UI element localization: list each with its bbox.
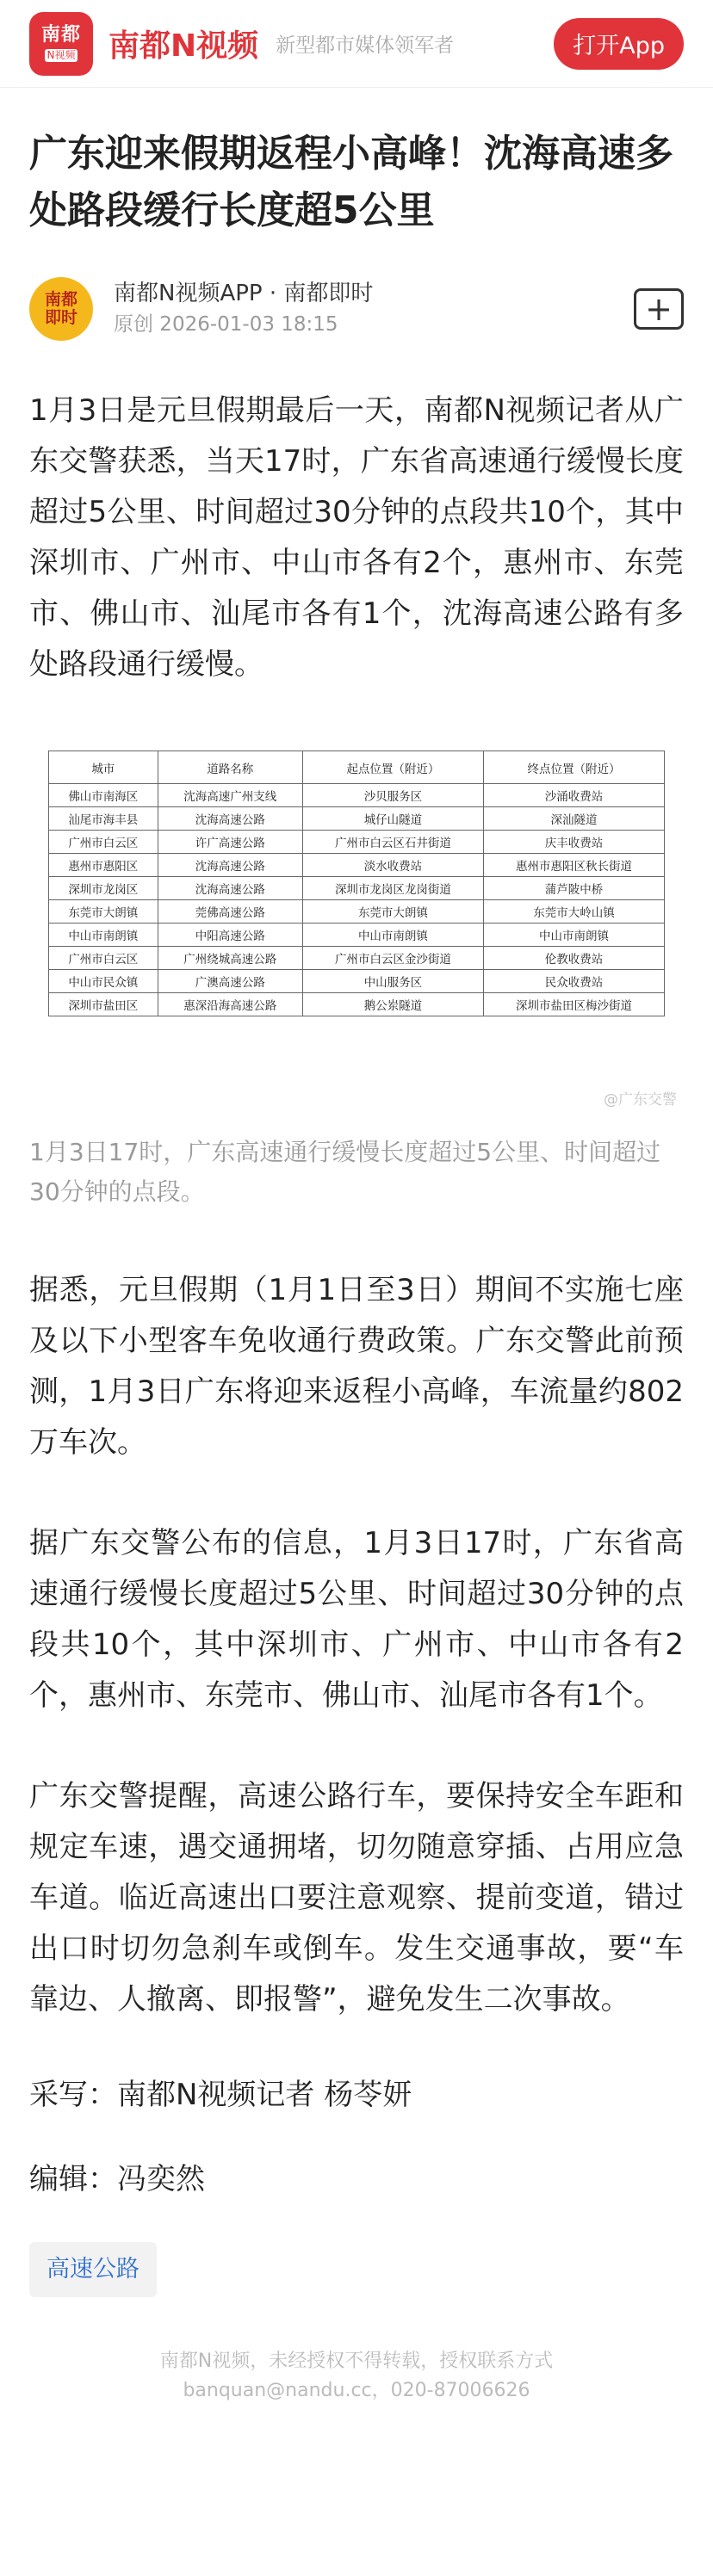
table-header-cell: 城市 <box>49 751 158 784</box>
author-row <box>0 275 713 343</box>
brand-slogan: 新型都市媒体领军者 <box>276 34 455 57</box>
paragraph-2: 据悉，元旦假期（1月1日至3日）期间不实施七座及以下小型客车免收通行费政策。广东交警此前预测，1月3日广东将迎来返程小高峰，车流量约802万车次。 <box>29 1273 684 1460</box>
author-name[interactable]: 南都N视频APP · 南都即时 <box>114 281 374 306</box>
paragraph-3: 据广东交警公布的信息，1月3日17时，广东省高速通行缓慢长度超过5公里、时间超过30分钟的点段共10个，其中深圳市、广州市、中山市各有2个，惠州市、东莞市、佛山市、汕尾市各有1个。 <box>29 1526 684 1713</box>
open-app-button[interactable]: 打开App <box>554 18 684 70</box>
topic-tag[interactable]: 高速公路 <box>29 2242 157 2297</box>
table-cell: 沈海高速公路 <box>158 854 302 877</box>
table-row <box>49 807 665 831</box>
table-cell: 中山市南朗镇 <box>302 924 483 947</box>
avatar-text-1: 南都 <box>44 290 78 309</box>
table-cell: 深圳市盐田区梅沙街道 <box>483 993 664 1016</box>
copyright-line-2: banquan@nandu.cc，020-87006626 <box>183 2380 530 2401</box>
table-cell: 中山服务区 <box>302 970 483 993</box>
copyright-footer <box>0 2347 713 2406</box>
top-bar <box>0 0 713 88</box>
editor-credit: 编辑：冯奕然 <box>29 2162 205 2196</box>
avatar-text-2: 即时 <box>44 308 78 327</box>
follow-plus-button[interactable] <box>634 288 684 330</box>
table-cell: 惠州市惠阳区秋长街道 <box>483 854 664 877</box>
copyright-line-1: 南都N视频，未经授权不得转载，授权联系方式 <box>159 2351 554 2372</box>
table-cell: 中阳高速公路 <box>158 924 302 947</box>
table-row <box>49 900 665 924</box>
traffic-table-image[interactable] <box>48 751 677 1109</box>
paragraph-4: 广东交警提醒，高速公路行车，要保持安全车距和规定车速，遇交通拥堵，切勿随意穿插、占用应急车道。临近高速出口要注意观察、提前变道，错过出口时切勿急刹车或倒车。发生交通事故，要“车靠边、人撤离、即报警”，避免发生二次事故。 <box>29 1779 684 2017</box>
table-cell: 许广高速公路 <box>158 831 302 854</box>
table-row <box>49 924 665 947</box>
table-cell: 佛山市南海区 <box>49 784 158 807</box>
table-cell: 中山市南朗镇 <box>49 924 158 947</box>
table-cell: 沈海高速广州支线 <box>158 784 302 807</box>
table-cell: 东莞市大朗镇 <box>49 900 158 924</box>
table-row <box>49 993 665 1016</box>
table-cell: 蒲芦陂中桥 <box>483 877 664 900</box>
table-cell: 东莞市大朗镇 <box>302 900 483 924</box>
table-cell: 广州绕城高速公路 <box>158 947 302 970</box>
table-row <box>49 947 665 970</box>
table-cell: 莞佛高速公路 <box>158 900 302 924</box>
table-cell: 鹅公岽隧道 <box>302 993 483 1016</box>
table-cell: 东莞市大岭山镇 <box>483 900 664 924</box>
image-caption: 1月3日17时，广东高速通行缓慢长度超过5公里、时间超过30分钟的点段。 <box>29 1138 661 1206</box>
table-cell: 伦教收费站 <box>483 947 664 970</box>
table-cell: 沙涌收费站 <box>483 784 664 807</box>
table-cell: 沙贝服务区 <box>302 784 483 807</box>
table-header-cell: 起点位置（附近） <box>302 751 483 784</box>
author-info <box>114 278 373 340</box>
logo-text: 南都 <box>40 24 81 46</box>
publish-meta: 原创 2026-01-03 18:15 <box>114 313 338 336</box>
table-cell: 广州市白云区 <box>49 831 158 854</box>
logo-subtext: N视频 <box>45 49 78 62</box>
plus-icon: + <box>645 290 673 328</box>
image-watermark: @广东交警 <box>604 1091 677 1109</box>
article-title: 广东迎来假期返程小高峰！沈海高速多处路段缓行长度超5公里 <box>29 132 673 232</box>
table-cell: 沈海高速公路 <box>158 807 302 831</box>
table-row <box>49 970 665 993</box>
table-cell: 庆丰收费站 <box>483 831 664 854</box>
table-cell: 淡水收费站 <box>302 854 483 877</box>
table-cell: 惠州市惠阳区 <box>49 854 158 877</box>
table-row <box>49 877 665 900</box>
paragraph-1: 1月3日是元旦假期最后一天，南都N视频记者从广东交警获悉，当天17时，广东省高速通行缓慢长度超过5公里、时间超过30分钟的点段共10个，其中深圳市、广州市、中山市各有2个，惠州市、东莞市、佛山市、汕尾市各有1个，沈海高速公路有多处路段通行缓慢。 <box>29 393 684 682</box>
app-logo[interactable] <box>29 12 93 76</box>
table-header-cell: 终点位置（附近） <box>483 751 664 784</box>
table-cell: 广州市白云区 <box>49 947 158 970</box>
table-body <box>49 784 665 1016</box>
table-cell: 深圳市龙岗区龙岗街道 <box>302 877 483 900</box>
table-row <box>49 784 665 807</box>
table-cell: 广澳高速公路 <box>158 970 302 993</box>
traffic-table <box>48 751 665 1016</box>
table-cell: 中山市民众镇 <box>49 970 158 993</box>
table-cell: 城仔山隧道 <box>302 807 483 831</box>
table-cell: 民众收费站 <box>483 970 664 993</box>
table-cell: 中山市南朗镇 <box>483 924 664 947</box>
table-cell: 汕尾市海丰县 <box>49 807 158 831</box>
table-header-cell: 道路名称 <box>158 751 302 784</box>
writer-credit: 采写：南都N视频记者 杨苓妍 <box>29 2078 412 2112</box>
table-row <box>49 854 665 877</box>
table-row <box>49 831 665 854</box>
table-cell: 沈海高速公路 <box>158 877 302 900</box>
table-cell: 广州市白云区金沙街道 <box>302 947 483 970</box>
table-header-row <box>49 751 665 784</box>
table-cell: 广州市白云区石井街道 <box>302 831 483 854</box>
table-cell: 惠深沿海高速公路 <box>158 993 302 1016</box>
table-cell: 深圳市盐田区 <box>49 993 158 1016</box>
table-cell: 深圳市龙岗区 <box>49 877 158 900</box>
table-cell: 深汕隧道 <box>483 807 664 831</box>
brand-name: 南都N视频 <box>108 28 259 64</box>
author-avatar[interactable] <box>29 277 93 341</box>
